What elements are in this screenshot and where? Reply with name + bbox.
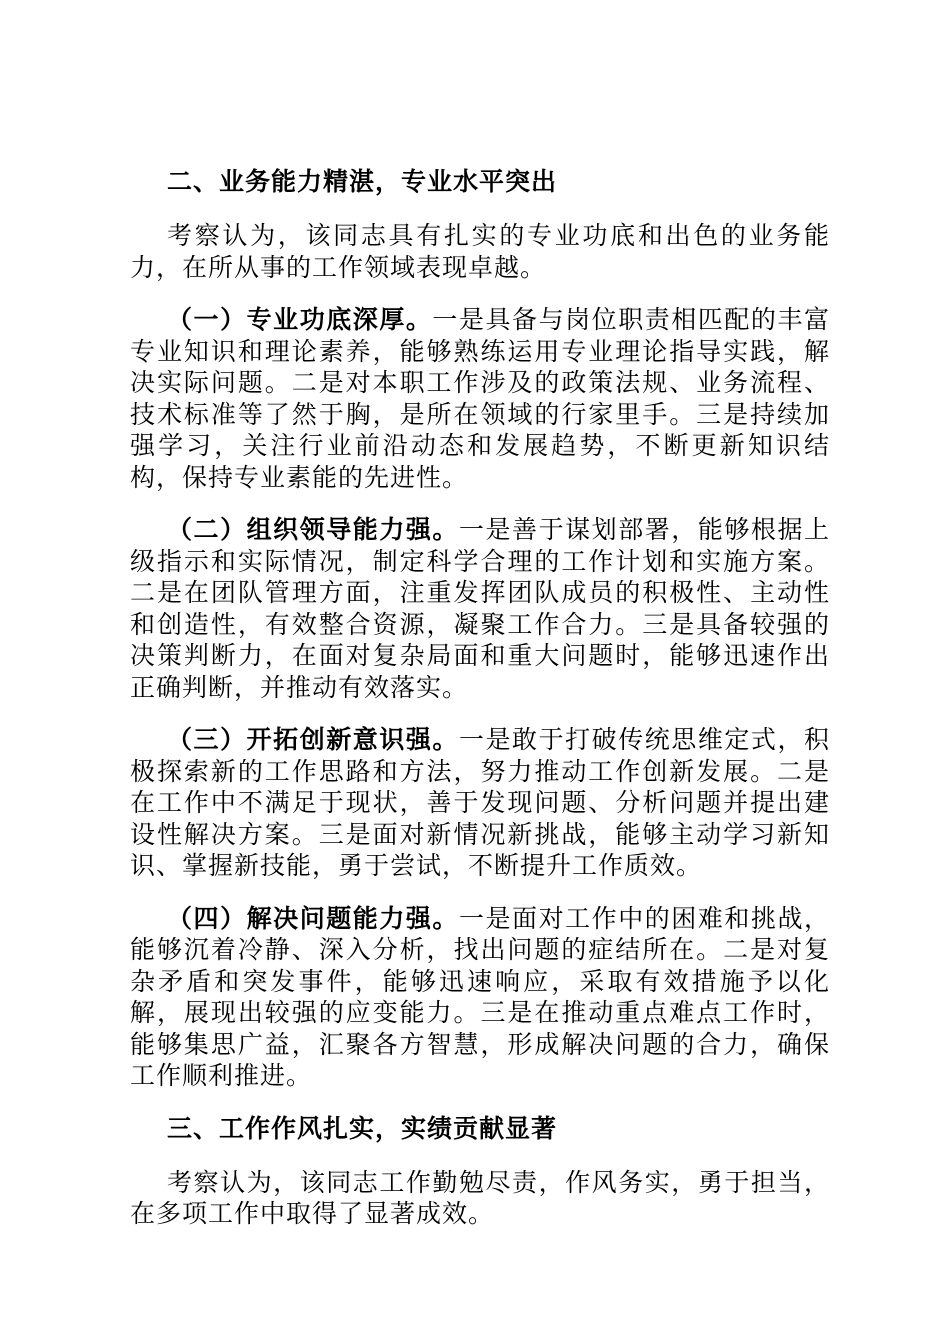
section-intro: 考察认为，该同志具有扎实的专业功底和出色的业务能力，在所从事的工作领域表现卓越。	[130, 221, 830, 282]
item-paragraph	[130, 514, 830, 703]
section-heading: 三、工作作风扎实，实绩贡献显著	[167, 1113, 558, 1143]
item-lead: （三）开拓创新意识强。	[167, 725, 459, 754]
item-lead: （二）组织领导能力强。	[167, 515, 459, 544]
item-paragraph	[130, 903, 830, 1092]
document-page	[130, 166, 830, 1251]
section-heading: 二、业务能力精湛，专业水平突出	[167, 167, 558, 196]
item-paragraph	[130, 304, 830, 493]
item-body: 一是面对工作中的困难和挑战，能够沉着冷静、深入分析，找出问题的症结所在。二是对复杂矛盾和突发事件，能够迅速响应，采取有效措施予以化解，展现出较强的应变能力。三是在推动重点难点工作时，能够集思广益，汇聚各方智慧，形成解决问题的合力，确保工作顺利推进。	[130, 903, 830, 1090]
item-body: 一是具备与岗位职责相匹配的丰富专业知识和理论素养，能够熟练运用专业理论指导实践，解决实际问题。二是对本职工作涉及的政策法规、业务流程、技术标准等了然于胸，是所在领域的行家里手。三是持续加强学习，关注行业前沿动态和发展趋势，不断更新知识结构，保持专业素能的先进性。	[130, 305, 830, 492]
item-body: 一是敢于打破传统思维定式，积极探索新的工作思路和方法，努力推动工作创新发展。二是在工作中不满足于现状，善于发现问题、分析问题并提出建设性解决方案。三是面对新情况新挑战，能够主动学习新知识、掌握新技能，勇于尝试，不断提升工作质效。	[130, 725, 830, 880]
item-lead: （四）解决问题能力强。	[167, 903, 459, 933]
item-paragraph	[130, 724, 830, 882]
item-body: 一是善于谋划部署，能够根据上级指示和实际情况，制定科学合理的工作计划和实施方案。二是在团队管理方面，注重发挥团队成员的积极性、主动性和创造性，有效整合资源，凝聚工作合力。三是具备较强的决策判断力，在面对复杂局面和重大问题时，能够迅速作出正确判断，并推动有效落实。	[130, 515, 830, 702]
section-intro: 考察认为，该同志工作勤勉尽责，作风务实，勇于担当，在多项工作中取得了显著成效。	[130, 1167, 830, 1228]
item-lead: （一）专业功底深厚。	[167, 305, 433, 334]
